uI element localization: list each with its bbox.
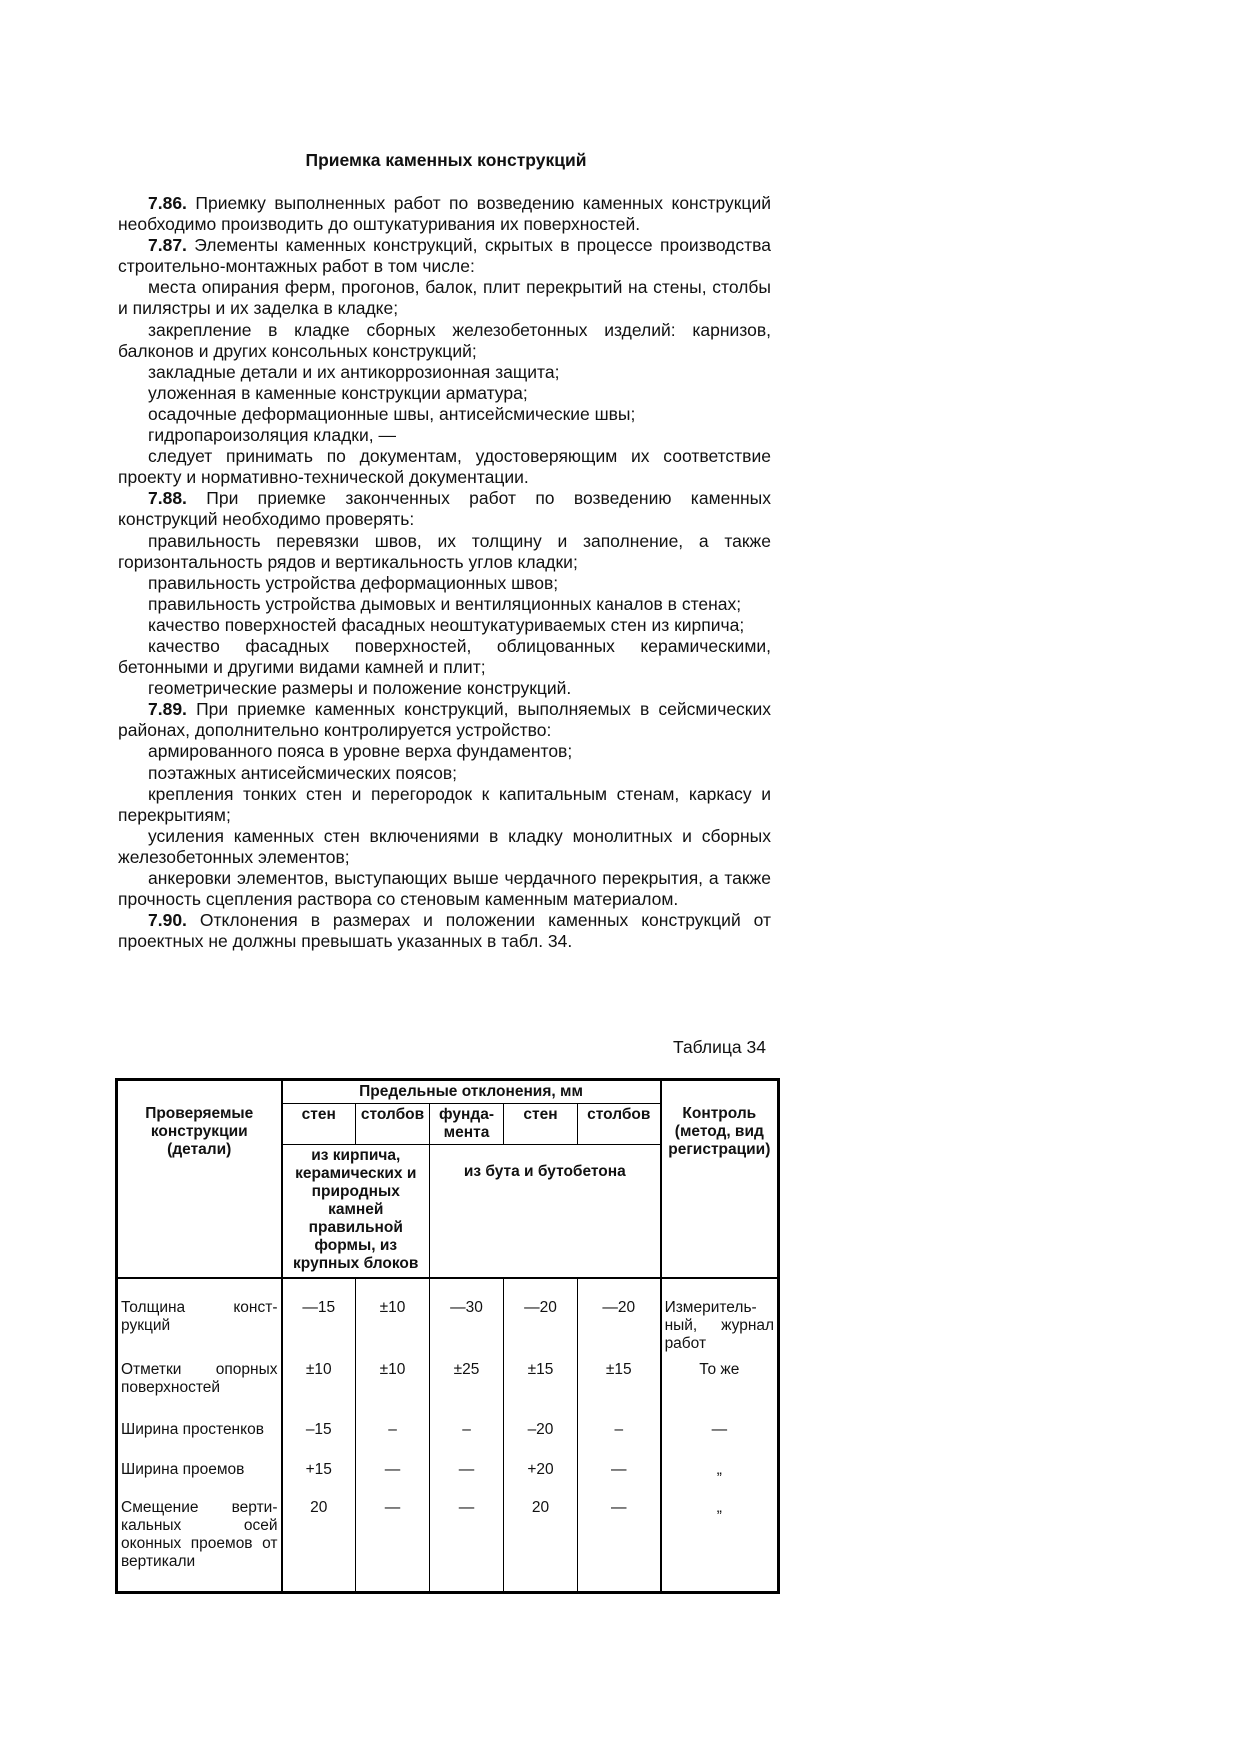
row-value: —20 bbox=[578, 1278, 661, 1355]
row-value: – bbox=[356, 1415, 430, 1455]
paragraph-number: 7.86. bbox=[148, 193, 187, 213]
header-columns-brick: столбов bbox=[356, 1104, 430, 1145]
paragraph-text: закладные детали и их антикоррозионная защита; bbox=[148, 361, 560, 382]
paragraph-text: При приемке законченных работ по возведению каменных конструкций необходимо проверять: bbox=[118, 488, 771, 530]
row-value: –15 bbox=[282, 1415, 356, 1455]
paragraph bbox=[118, 531, 771, 573]
paragraph-text: закрепление в кладке сборных железобетонных изделий: карнизов, балконов и других консольных конструкций; bbox=[118, 319, 771, 361]
row-control: — bbox=[661, 1415, 779, 1455]
paragraph-text: крепления тонких стен и перегородок к капитальным стенам, каркасу и перекрытиям; bbox=[118, 783, 771, 825]
paragraph bbox=[118, 235, 771, 277]
paragraph bbox=[118, 763, 771, 784]
paragraph-text: гидропароизоляция кладки, — bbox=[148, 425, 396, 446]
header-walls-brick: стен bbox=[282, 1104, 356, 1145]
paragraph-text: правильность устройства дымовых и вентиляционных каналов в стенах; bbox=[148, 593, 742, 614]
paragraph-text: При приемке каменных конструкций, выполняемых в сейсмических районах, дополнительно контролируется устройство: bbox=[118, 699, 771, 741]
row-construction: Ширина простенков bbox=[121, 1420, 264, 1438]
paragraph-text: усиления каменных стен включениями в кладку монолитных и сборных железобетонных элементов; bbox=[118, 825, 771, 867]
header-construction: Проверяемые конструкции (детали) bbox=[117, 1080, 282, 1278]
paragraph-text: армированного пояса в уровне верха фундаментов; bbox=[148, 741, 573, 762]
header-control: Контроль (метод, вид регистрации) bbox=[661, 1080, 779, 1278]
row-control: То же bbox=[661, 1355, 779, 1415]
header-columns-rubble: столбов bbox=[578, 1104, 661, 1145]
paragraph bbox=[118, 615, 771, 636]
row-value: — bbox=[578, 1493, 661, 1593]
paragraph-number: 7.90. bbox=[148, 910, 187, 931]
row-control: „ bbox=[661, 1493, 779, 1593]
paragraph-text: правильность перевязки швов, их толщину и заполнение, а также горизонтальность рядов и вертикальность углов кладки; bbox=[118, 530, 771, 572]
row-value: 20 bbox=[504, 1493, 578, 1593]
paragraph-text: качество фасадных поверхностей, облицованных керамическими, бетонными и другими видами камней и плит; bbox=[118, 635, 771, 678]
paragraph-text: следует принимать по документам, удостоверяющим их соответствие проекту и нормативно-технической документации. bbox=[118, 446, 771, 488]
paragraph-text: качество поверхностей фасадных неоштукатуриваемых стен из кирпича; bbox=[148, 614, 745, 635]
body-text bbox=[118, 193, 771, 952]
row-value: — bbox=[356, 1493, 430, 1593]
paragraph-number: 7.87. bbox=[148, 235, 187, 256]
paragraph-text: Приемку выполненных работ по возведению каменных конструкций необходимо производить до оштукатуривания их поверхностей. bbox=[118, 193, 771, 235]
header-foundation: фунда-мента bbox=[430, 1104, 504, 1145]
paragraph bbox=[118, 193, 771, 235]
paragraph bbox=[118, 277, 771, 319]
paragraph bbox=[118, 826, 771, 868]
paragraph-text: геометрические размеры и положение конструкций. bbox=[148, 678, 572, 699]
table-caption: Таблица 34 bbox=[673, 1037, 766, 1057]
table-row bbox=[117, 1455, 779, 1493]
header-material-brick: из кирпича, керамических и природных камней правильной формы, из крупных блоков bbox=[282, 1145, 430, 1278]
paragraph bbox=[118, 741, 771, 762]
row-value: — bbox=[430, 1455, 504, 1493]
row-value: —15 bbox=[282, 1278, 356, 1355]
paragraph bbox=[118, 488, 771, 530]
row-value: — bbox=[430, 1493, 504, 1593]
header-material-rubble: из бута и бутобетона bbox=[430, 1145, 661, 1278]
paragraph bbox=[118, 910, 771, 952]
row-value: –20 bbox=[504, 1415, 578, 1455]
paragraph-text: Отклонения в размерах и положении каменных конструкций от проектных не должны превышать указанных в табл. 34. bbox=[118, 910, 771, 952]
paragraph bbox=[118, 320, 771, 362]
paragraph bbox=[118, 868, 771, 910]
paragraph-text: правильность устройства деформационных швов; bbox=[148, 572, 559, 593]
row-value: — bbox=[356, 1455, 430, 1493]
paragraph-text: уложенная в каменные конструкции арматура; bbox=[148, 382, 528, 403]
row-value: —30 bbox=[430, 1278, 504, 1355]
paragraph bbox=[118, 425, 771, 446]
paragraph bbox=[118, 573, 771, 594]
paragraph bbox=[118, 594, 771, 615]
table-row bbox=[117, 1355, 779, 1415]
table-row bbox=[117, 1493, 779, 1593]
paragraph-number: 7.88. bbox=[148, 488, 187, 509]
table-row bbox=[117, 1415, 779, 1455]
row-value: – bbox=[430, 1415, 504, 1455]
row-value: ±10 bbox=[356, 1355, 430, 1415]
row-construction: Отметки опорных поверхностей bbox=[121, 1360, 278, 1396]
paragraph bbox=[118, 383, 771, 404]
row-control: „ bbox=[661, 1455, 779, 1493]
paragraph bbox=[118, 699, 771, 741]
row-value: —20 bbox=[504, 1278, 578, 1355]
row-value: +20 bbox=[504, 1455, 578, 1493]
paragraph-number: 7.89. bbox=[148, 699, 187, 720]
row-value: — bbox=[578, 1455, 661, 1493]
header-walls-rubble: стен bbox=[504, 1104, 578, 1145]
row-value: ±25 bbox=[430, 1355, 504, 1415]
table-body bbox=[117, 1278, 779, 1593]
row-construction: Толщина конст-рукций bbox=[121, 1298, 278, 1334]
row-value: ±10 bbox=[282, 1355, 356, 1415]
row-control: Измеритель-ный, журнал работ bbox=[661, 1278, 779, 1355]
paragraph bbox=[118, 404, 771, 425]
row-value: ±15 bbox=[578, 1355, 661, 1415]
paragraph bbox=[118, 446, 771, 488]
row-value: +15 bbox=[282, 1455, 356, 1493]
paragraph-text: Элементы каменных конструкций, скрытых в процессе производства строительно-монтажных работ в том числе: bbox=[118, 235, 771, 277]
paragraph bbox=[118, 678, 771, 699]
row-value: ±10 bbox=[356, 1278, 430, 1355]
deviation-table bbox=[115, 1078, 780, 1594]
header-deviations: Предельные отклонения, мм bbox=[282, 1080, 661, 1104]
row-value: – bbox=[578, 1415, 661, 1455]
row-value: ±15 bbox=[504, 1355, 578, 1415]
paragraph-text: поэтажных антисейсмических поясов; bbox=[148, 762, 458, 783]
table-row bbox=[117, 1278, 779, 1355]
paragraph-text: анкеровки элементов, выступающих выше чердачного перекрытия, а также прочность сцепления раствора со стеновым каменным материалом. bbox=[118, 868, 771, 910]
paragraph bbox=[118, 362, 771, 383]
paragraph bbox=[118, 636, 771, 678]
paragraph-text: осадочные деформационные швы, антисейсмические швы; bbox=[148, 403, 636, 424]
row-construction: Ширина проемов bbox=[121, 1460, 245, 1478]
section-title: Приемка каменных конструкций bbox=[305, 150, 587, 170]
row-construction: Смещение верти-кальных осей оконных проемов от вертикали bbox=[121, 1498, 278, 1570]
row-value: 20 bbox=[282, 1493, 356, 1593]
paragraph bbox=[118, 784, 771, 826]
paragraph-text: места опирания ферм, прогонов, балок, плит перекрытий на стены, столбы и пилястры и их заделка в кладке; bbox=[118, 277, 771, 319]
